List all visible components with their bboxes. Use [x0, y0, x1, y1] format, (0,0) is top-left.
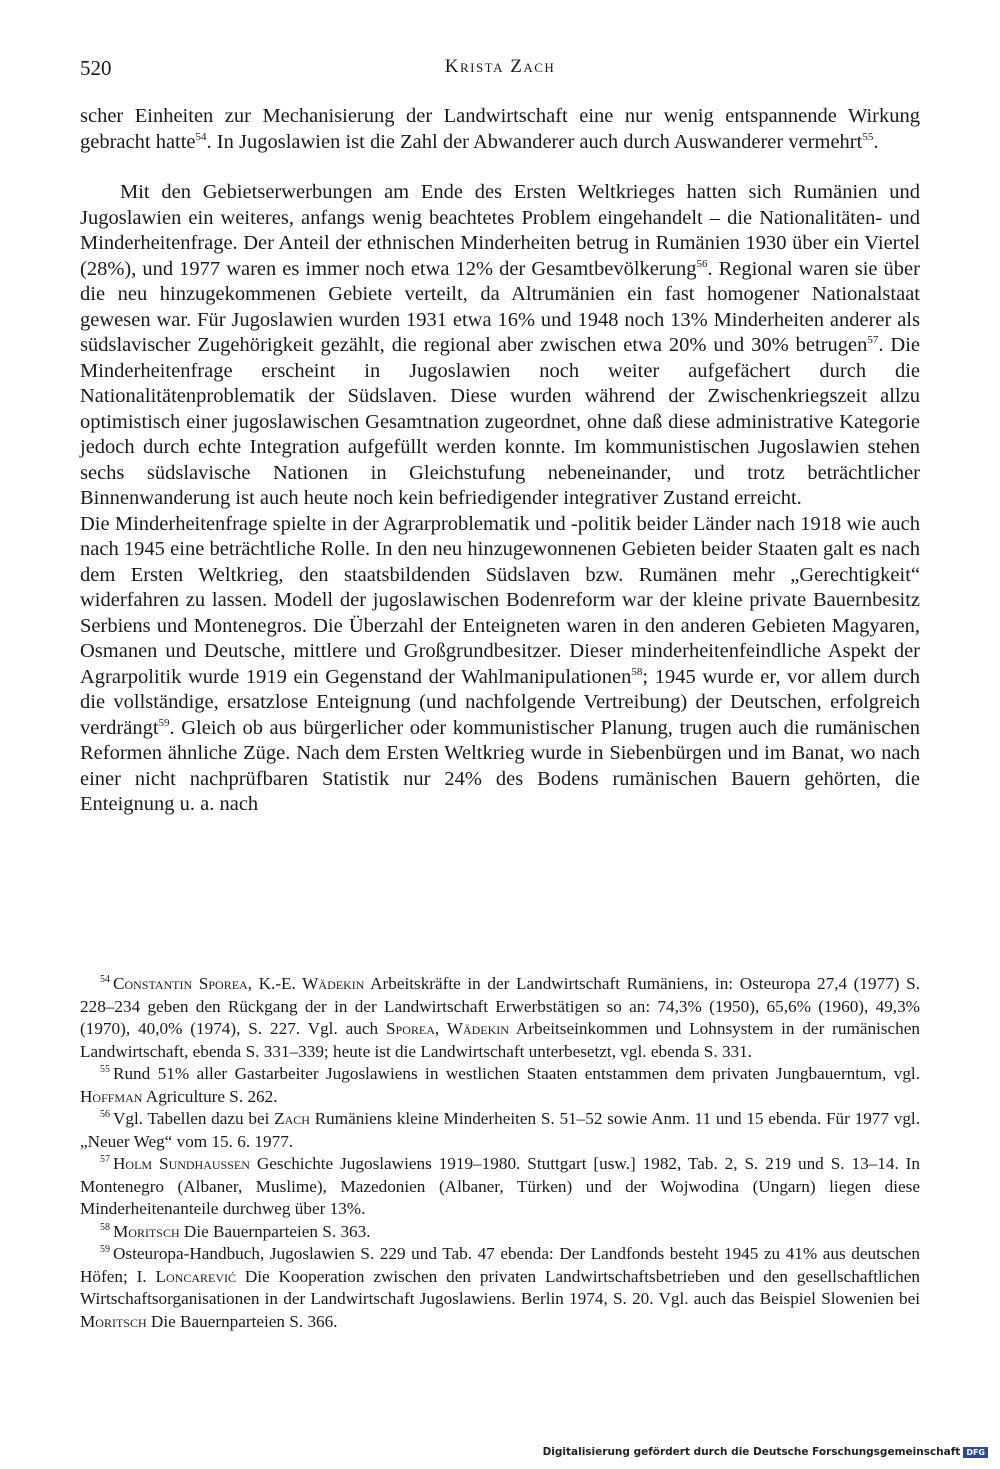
- text-span: .: [873, 130, 879, 153]
- footnote-number: 54: [100, 974, 110, 986]
- footnote-ref[interactable]: 59: [158, 716, 170, 729]
- footnote-ref[interactable]: 57: [867, 334, 879, 347]
- footnote-author: Zach: [274, 1109, 310, 1128]
- text-span: scher Einheiten zur Mechanisierung der Landwirtschaft eine nur wenig entspannende Wirkung gebracht hatte: [80, 105, 920, 153]
- text-span: Mit den Gebietserwerbungen am Ende des Ersten Weltkrieges hatten sich Rumänien und Jugoslawien ein weiteres, anfangs wenig beachtetes Problem eingehandelt – die Nationalitäten- und Minderheitenfrage. Der Anteil der ethnischen Minderheiten betrug in Rumänien 1930 über ein Viertel (28%), und 1977 waren es immer noch etwa 12% der Gesamtbevölkerung: [80, 181, 920, 280]
- footnote-57: [80, 1153, 920, 1221]
- footnote-ref[interactable]: 56: [696, 257, 708, 270]
- footnote-number: 59: [100, 1244, 110, 1256]
- text-span: . Regional waren sie über die neu hinzugekommenen Gebiete verteilt, da Altrumänien ein fast homogener Nationalstaat gewesen war. Für Jugoslawien wurden 1931 etwa 16% und 1948 noch 13% Minderheiten anderer als südslavischer Zugehörigkeit gezählt, die regional aber zwischen etwa 20% und 30% betrugen: [80, 257, 920, 356]
- footnote-number: 56: [100, 1109, 110, 1121]
- footnote-text: Die Kooperation zwischen den privaten Landwirtschaftsbetrieben und den gesellschaftlichen Wirtschaftsorganisationen in der Landwirtschaft Jugoslawiens. Berlin 1974, S. 20. Vgl. auch das Beispiel Slowenien bei: [80, 1266, 920, 1308]
- footnote-ref[interactable]: 55: [862, 130, 874, 143]
- footnote-text: Die Bauernparteien S. 363.: [179, 1221, 371, 1241]
- paragraph-3: [80, 512, 920, 818]
- text-span: ; 1945 wurde er, vor allem durch die vollständige, ersatzlose Enteignung (und nachfolgende Vertreibung) der Deutschen, erfolgreich verdrängt: [80, 665, 920, 739]
- running-head: Krista Zach: [444, 56, 556, 77]
- footnote-author: Hoffman: [80, 1086, 143, 1106]
- footnote-56: [80, 1108, 920, 1153]
- footnote-author: Moritsch: [113, 1221, 180, 1241]
- footnotes: [80, 973, 920, 1333]
- footnote-text: Die Bauernparteien S. 366.: [146, 1311, 338, 1331]
- text-span: Die Minderheitenfrage spielte in der Agrarproblematik und -politik beider Länder nach 1918 wie auch nach 1945 eine beträchtliche Rolle. In den neu hinzugewonnenen Gebieten beider Staaten galt es nach dem Ersten Weltkrieg, den staatsbildenden Südslaven bzw. Rumänen mehr „Gerechtigkeit“ widerfahren zu lassen. Modell der jugoslawischen Bodenreform war der kleine private Bauernbesitz Serbiens und Montenegros. Die Überzahl der Enteigneten waren in den anderen Gebieten Magyaren, Osmanen und Deutsche, mittlere und Großgrundbesitzer. Dieser minderheitenfeindliche Aspekt der Agrarpolitik wurde 1919 ein Gegenstand der Wahlmanipulationen: [80, 512, 920, 688]
- footnote-55: [80, 1063, 920, 1108]
- paragraph-1: [80, 104, 920, 155]
- footnote-text: Geschichte Jugoslawiens 1919–1980. Stuttgart [usw.] 1982, Tab. 2, S. 219 und S. 13–14. In Montenegro (Albaner, Muslime), Mazedonien (Albaner, Türken) und der Wojwodina (Ungarn) liegen diese Minderheitenanteile durchweg über 13%.: [80, 1154, 920, 1218]
- dfg-logo-icon: DFG: [963, 1447, 988, 1458]
- text-span: . Die Minderheitenfrage erscheint in Jugoslawien noch weiter aufgefächert durch die Nationalitätenproblematik der Südslaven. Diese wurden während der Zwischenkriegszeit allzu optimistisch einer jugoslawischen Gesamtnation zugeordnet, ohne daß diese administrative Kategorie jedoch durch echte Integration aufgefüllt werden konnte. Im kommunistischen Jugoslawien stehen sechs südslavische Nationen in Gleichstufung nebeneinander, und trotz beträchtlicher Binnenwanderung ist auch heute noch kein befriedigender integrativer Zustand erreicht.: [80, 334, 920, 509]
- watermark-text: Digitalisierung gefördert durch die Deutsche Forschungsgemeinschaft: [542, 1446, 961, 1458]
- footnote-text: Agriculture S. 262.: [142, 1086, 278, 1106]
- footnote-number: 55: [100, 1064, 110, 1076]
- text-span: . In Jugoslawien ist die Zahl der Abwanderer auch durch Auswanderer vermehrt: [206, 130, 863, 153]
- footnote-ref[interactable]: 58: [631, 665, 643, 678]
- footnote-author: Constantin Sporea, K.-E. Wädekin: [113, 974, 365, 993]
- footnote-number: 58: [100, 1221, 110, 1233]
- footnote-author: Holm Sundhaussen: [113, 1154, 250, 1173]
- footnote-59: [80, 1243, 920, 1333]
- footnote-text: Rund 51% aller Gastarbeiter Jugoslawiens in westlichen Staaten entstammen dem privaten Jungbauerntum, vgl.: [113, 1064, 920, 1083]
- footnote-author: Moritsch: [80, 1311, 147, 1331]
- page-number: 520: [80, 56, 112, 80]
- footnote-text: Arbeitseinkommen und Lohnsystem in der rumänischen Landwirtschaft, ebenda S. 331–339; heute ist die Landwirtschaft unterbesetzt, vgl. ebenda S. 331.: [80, 1019, 920, 1061]
- footnote-58: [80, 1221, 920, 1244]
- footnote-author: Sporea, Wädekin: [385, 1019, 509, 1038]
- footnote-text: Vgl. Tabellen dazu bei: [113, 1109, 275, 1128]
- dfg-watermark: [543, 1446, 988, 1458]
- main-text: [80, 104, 920, 818]
- paragraph-2: [80, 180, 920, 512]
- footnote-text: Arbeitskräfte in der Landwirtschaft Rumäniens, in: Osteuropa 27,4 (1977) S. 228–234 geben den Rückgang der in der Landwirtschaft Erwerbstätigen so an: 74,3% (1950), 65,6% (1960), 49,3% (1970), 40,0% (1974), S. 227. Vgl. auch: [80, 974, 920, 1038]
- text-span: . Gleich ob aus bürgerlicher oder kommunistischer Planung, trugen auch die rumänischen Reformen ähnliche Züge. Nach dem Ersten Weltkrieg wurde in Siebenbürgen und im Banat, wo nach einer nicht nachprüfbaren Statistik nur 24% des Bodens rumänischen Bauern gehörten, die Enteignung u. a. nach: [80, 716, 920, 815]
- footnote-text: Rumäniens kleine Minderheiten S. 51–52 sowie Anm. 11 und 15 ebenda. Für 1977 vgl. „Neuer Weg“ vom 15. 6. 1977.: [80, 1109, 920, 1151]
- footnote-54: [80, 973, 920, 1063]
- footnote-ref[interactable]: 54: [195, 130, 207, 143]
- footnote-author: Loncarević: [155, 1266, 236, 1286]
- footnote-text: Osteuropa-Handbuch, Jugoslawien S. 229 und Tab. 47 ebenda: Der Landfonds besteht 1945 zu 41% aus deutschen Höfen; I.: [80, 1244, 920, 1286]
- footnote-number: 57: [100, 1154, 110, 1166]
